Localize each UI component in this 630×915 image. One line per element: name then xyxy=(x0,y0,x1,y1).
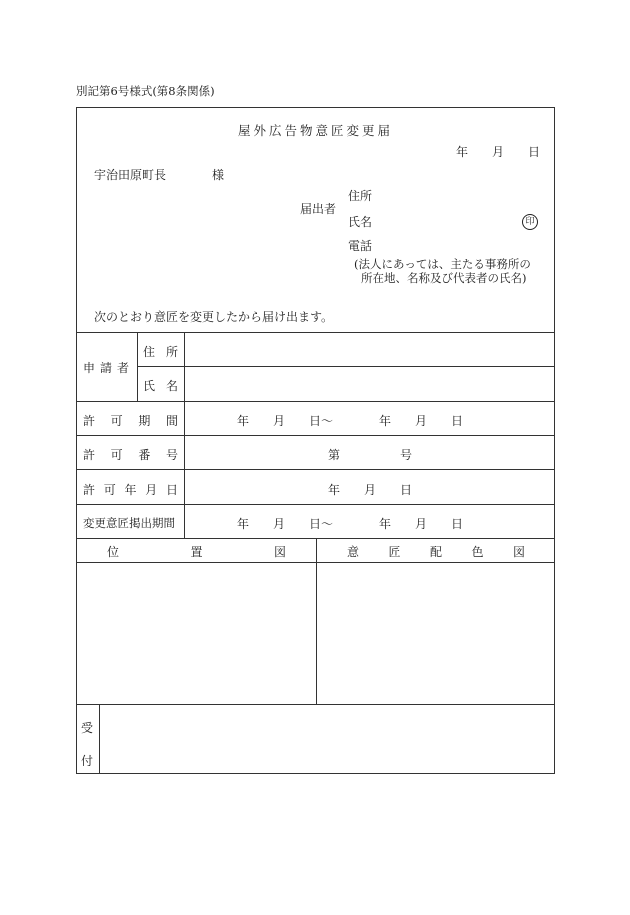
permit-period-label xyxy=(83,412,178,429)
form-divider xyxy=(76,332,555,333)
label-char: 名 xyxy=(165,379,178,393)
label-char: 許 xyxy=(83,448,96,462)
form-divider xyxy=(76,435,555,436)
form-divider xyxy=(76,704,555,705)
label-char: 可 xyxy=(110,414,123,428)
label-char: 許 xyxy=(83,414,96,428)
label-char: 位 xyxy=(107,545,120,559)
form-divider xyxy=(316,538,317,704)
label-char: 月 xyxy=(145,483,158,497)
reception-label xyxy=(80,719,94,769)
applicant-label xyxy=(83,359,129,376)
form-divider xyxy=(76,504,555,505)
permit-date-month: 月 xyxy=(364,483,377,497)
corporate-note-line1: (法人にあっては、主たる事務所の xyxy=(354,257,531,271)
permit-date-day: 日 xyxy=(400,483,413,497)
design-color-map-header xyxy=(347,543,525,560)
form-divider xyxy=(76,469,555,470)
label-char: 号 xyxy=(165,448,178,462)
label-char: 可 xyxy=(103,483,116,497)
label-char: 意 xyxy=(347,545,360,559)
period-year-start: 年 xyxy=(237,414,250,428)
label-char: 住 xyxy=(143,345,156,359)
permit-number-label xyxy=(83,446,178,463)
form-header-note: 別記第6号様式(第8条関係) xyxy=(76,84,215,98)
period-day-start: 日〜 xyxy=(309,414,334,428)
label-char: 色 xyxy=(471,545,484,559)
notifier-phone-label: 電話 xyxy=(348,239,373,253)
recipient-name: 宇治田原町長 xyxy=(94,168,167,182)
label-char: 匠 xyxy=(388,545,401,559)
change-day-end: 日 xyxy=(451,517,464,531)
notifier-label: 届出者 xyxy=(300,202,337,216)
applicant-address-label xyxy=(143,343,178,360)
change-month-start: 月 xyxy=(273,517,286,531)
label-char: 日 xyxy=(165,483,178,497)
label-char: 可 xyxy=(110,448,123,462)
notifier-name-label: 氏名 xyxy=(348,215,373,229)
date-year-label: 年 xyxy=(456,145,469,159)
form-divider xyxy=(99,704,100,774)
label-char: 年 xyxy=(124,483,137,497)
label-char: 図 xyxy=(512,545,525,559)
statement-text: 次のとおり意匠を変更したから届け出ます。 xyxy=(94,310,334,324)
label-char: 配 xyxy=(429,545,442,559)
period-day-end: 日 xyxy=(451,414,464,428)
form-divider xyxy=(76,401,555,402)
label-char: 置 xyxy=(190,545,203,559)
change-year-end: 年 xyxy=(379,517,392,531)
permit-number-prefix: 第 xyxy=(328,448,341,462)
period-year-end: 年 xyxy=(379,414,392,428)
seal-mark xyxy=(522,213,538,230)
recipient-honorific: 様 xyxy=(212,168,225,182)
location-map-header xyxy=(107,543,286,560)
label-char: 間 xyxy=(165,414,178,428)
label-char: 者 xyxy=(116,361,129,375)
change-period-label: 変更意匠掲出期間 xyxy=(83,516,175,530)
label-char: 申 xyxy=(83,361,96,375)
form-divider xyxy=(137,366,555,367)
label-char: 付 xyxy=(80,754,93,768)
label-char: 図 xyxy=(273,545,286,559)
permit-date-label xyxy=(83,481,178,498)
form-divider xyxy=(137,332,138,401)
permit-date-year: 年 xyxy=(328,483,341,497)
label-char: 許 xyxy=(83,483,96,497)
label-char: 氏 xyxy=(143,379,156,393)
label-char: 請 xyxy=(99,361,112,375)
applicant-name-label xyxy=(143,377,178,394)
period-month-start: 月 xyxy=(273,414,286,428)
permit-number-suffix: 号 xyxy=(400,448,413,462)
date-month-label: 月 xyxy=(492,145,505,159)
seal-icon: 印 xyxy=(522,214,538,230)
form-divider xyxy=(184,332,185,538)
label-char: 所 xyxy=(165,345,178,359)
label-char: 受 xyxy=(80,721,93,735)
change-month-end: 月 xyxy=(415,517,428,531)
date-day-label: 日 xyxy=(528,145,541,159)
corporate-note-line2: 所在地、名称及び代表者の氏名) xyxy=(361,271,527,285)
notifier-address-label: 住所 xyxy=(348,189,373,203)
change-year-start: 年 xyxy=(237,517,250,531)
form-title: 屋外広告物意匠変更届 xyxy=(237,123,393,138)
label-char: 期 xyxy=(138,414,151,428)
change-day-start: 日〜 xyxy=(309,517,334,531)
period-month-end: 月 xyxy=(415,414,428,428)
label-char: 番 xyxy=(138,448,151,462)
